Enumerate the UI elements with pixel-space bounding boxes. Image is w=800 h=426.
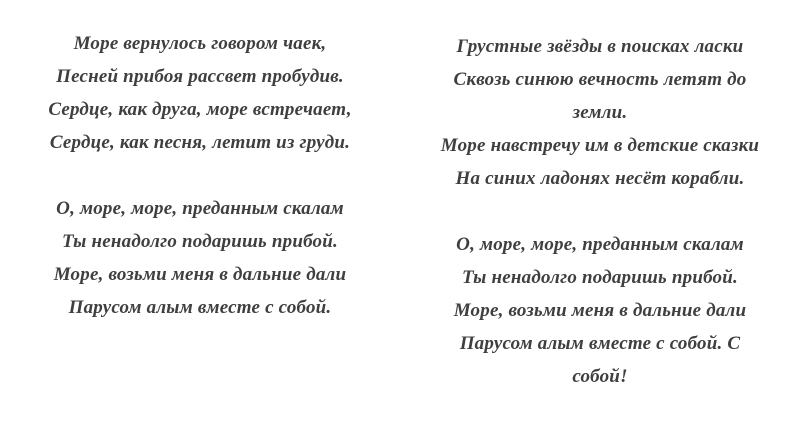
poem-line: Парусом алым вместе с собой. [68,297,332,318]
poem-line: собой! [572,366,628,387]
poem-line: О, море, море, преданным скалам [456,234,744,255]
poem-line: Море, возьми меня в дальние дали [453,300,747,321]
poem-line: Грустные звёзды в поисках ласки [456,36,744,57]
poem-line: Ты ненадолго подаришь прибой. [62,231,338,252]
poem-line: Парусом алым вместе с собой. С [459,333,741,354]
stanza-break [10,159,390,192]
poem-line: Сердце, как песня, летит из груди. [49,132,351,153]
poem-line: Море вернулось говором чаек, [73,33,327,54]
poem-line: Море, возьми меня в дальние дали [53,264,347,285]
poem-column-right [405,30,795,393]
poem-line: земли. [572,102,628,123]
poem-line: Ты ненадолго подаришь прибой. [462,267,738,288]
poem-line: Сердце, как друга, море встречает, [48,99,352,120]
poem-line: О, море, море, преданным скалам [56,198,344,219]
stanza-break [405,195,795,228]
poem-line: Сквозь синюю вечность летят до [453,69,747,90]
poem-column-left [10,27,390,324]
poem-line: На синих ладонях несёт корабли. [455,168,745,189]
poem-line: Море навстречу им в детские сказки [440,135,760,156]
poem-line: Песней прибоя рассвет пробудив. [56,66,344,87]
